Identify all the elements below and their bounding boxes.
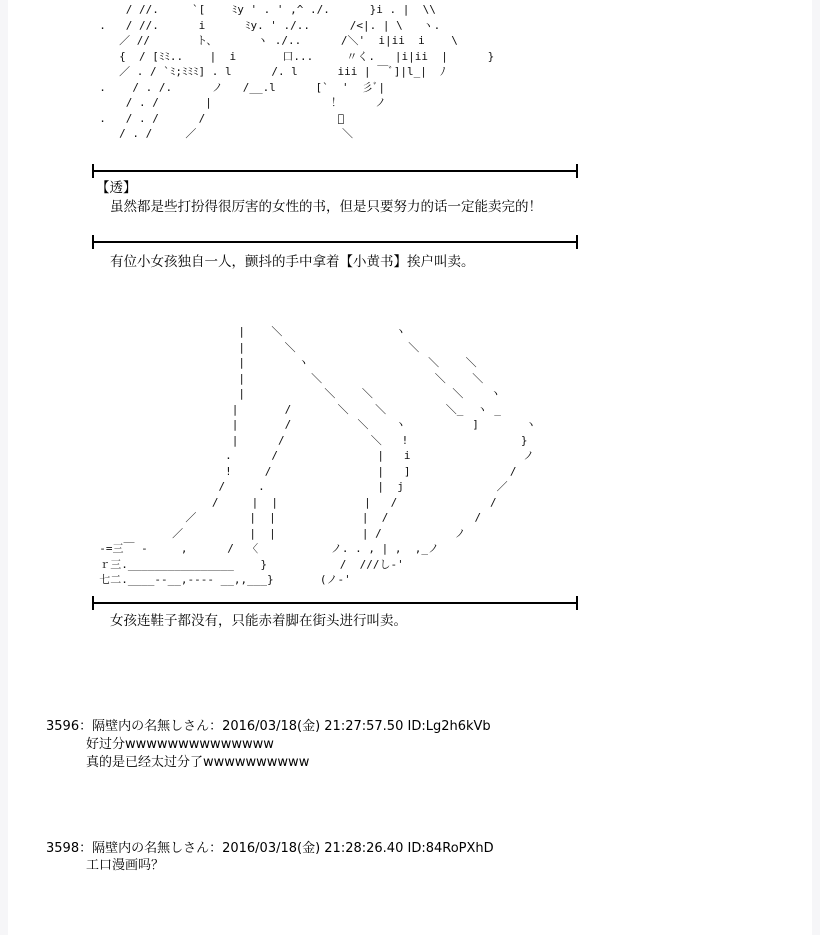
post-line: 工口漫画吗？ bbox=[86, 858, 165, 873]
caption-speaker: 【透】 bbox=[96, 180, 137, 196]
divider-rule bbox=[92, 602, 578, 604]
post-line: 真的是已经太过分了wwwwwwwwww bbox=[86, 755, 310, 770]
post-line: 好过分wwwwwwwwwwwwww bbox=[86, 737, 274, 752]
caption-narration: 女孩连鞋子都没有，只能赤着脚在街头进行叫卖。 bbox=[110, 613, 407, 629]
post-header: 3598：隔壁内の名無しさん：2016/03/18(金) 21:28:26.40 ID:84RoPXhD bbox=[46, 841, 494, 856]
divider-rule bbox=[92, 241, 578, 243]
ascii-art-legs-lower: | ＼ ヽ | ＼ ＼ | ヽ ＼ ＼ | ＼ ＼ ＼ | ＼ ＼ ＼ ヽ | / ＼ ＼ ＼_ ヽ _ | / ＼ ヽ ] ヽ | / ＼ ! } . / | i ノ ! / | ] / / . | j ／ / | | | / / ／ | | | / / ／ | | | / ノ ‐=三￣ ‐ , / 〈 ノ. . , | , ,_ノ ｒ三.________________ } / ///し‐' 七二.____--__,---- __,,___} (ノ‐' bbox=[99, 325, 537, 586]
post-header: 3596：隔壁内の名無しさん：2016/03/18(金) 21:27:57.50 ID:Lg2h6kVb bbox=[46, 719, 491, 734]
divider-rule bbox=[92, 170, 578, 172]
caption-narration: 有位小女孩独自一人，颤抖的手中拿着【小黄书】挨户叫卖。 bbox=[110, 254, 475, 270]
caption-dialogue: 虽然都是些打扮得很厉害的女性的书，但是只要努力的话一定能卖完的！ bbox=[110, 199, 542, 215]
ascii-art-legs-upper: / //. `[ ﾐy ' . ' ,^ ./. }i . | \\ . / //. i ﾐy. ' ./.. /<|. | \ ヽ. ／ // ト、 ヽ ./.. /＼' i|ii i \ { / [ﾐﾐ.. | i 口... 〃く. |i|ii | } ／ . / `ﾐ;ﾐﾐﾐ] . l /. l iii | ￣ﾞ]|l_| ﾉ . / . /. ノ /__.l [` ' 彡ﾞ| / . / | ！ ノ . / . / / ﾟ / . / ／ ＼ bbox=[99, 3, 495, 140]
